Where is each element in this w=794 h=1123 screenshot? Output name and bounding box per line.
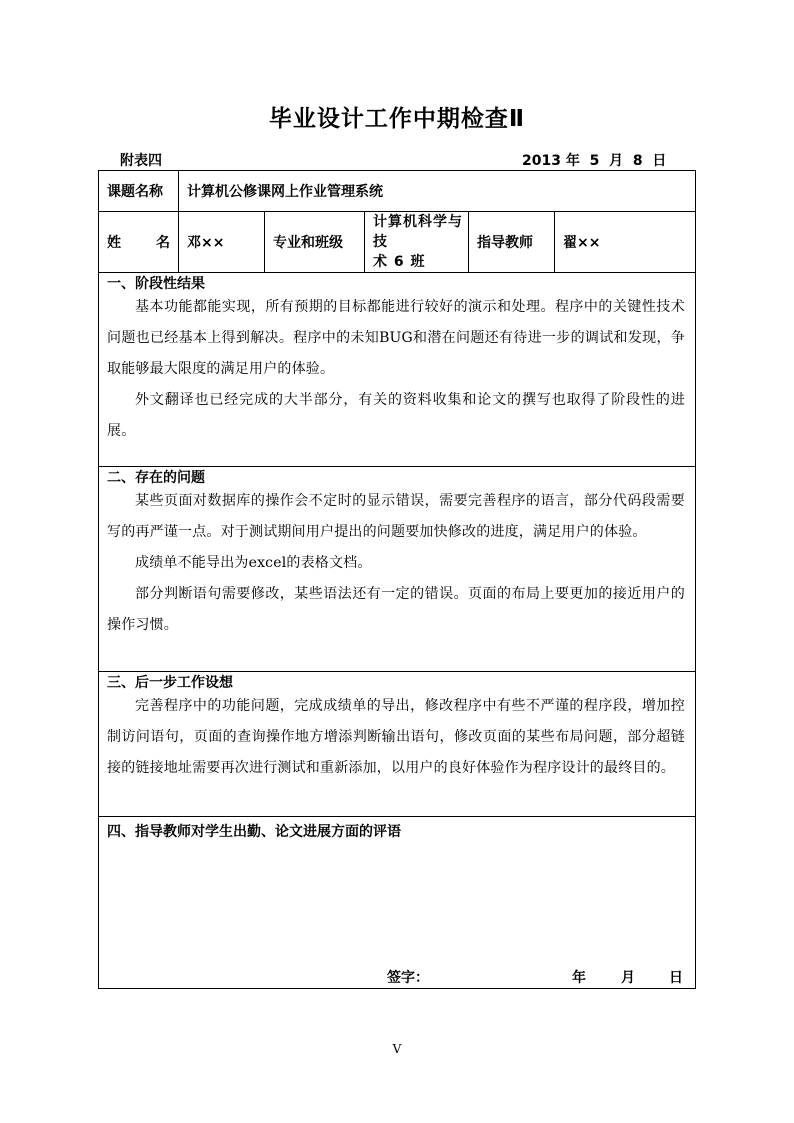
section-paragraph: 部分判断语句需要修改，某些语法还有一定的错误。页面的布局上要更加的接近用户的操作习惯。 (107, 586, 685, 633)
advisor-label: 指导教师 (469, 212, 555, 273)
name-label-char-1: 姓 (107, 235, 121, 251)
section-title: 三、后一步工作设想 (107, 675, 233, 691)
section-row-4 (99, 817, 696, 989)
name-label (99, 212, 179, 273)
signature-label: 签字： (387, 970, 429, 986)
page-number: V (392, 1042, 402, 1056)
student-row (99, 212, 696, 273)
section-existing-problems (99, 467, 696, 672)
name-label-char-2: 名 (156, 235, 170, 251)
section-paragraph: 外文翻译也已经完成的大半部分，有关的资料收集和论文的撰写也取得了阶段性的进展。 (107, 392, 685, 439)
signature-day: 日 (669, 970, 683, 986)
section-paragraph: 成绩单不能导出为excel的表格文档。 (135, 555, 372, 571)
form-date: 2013 年 5 月 8 日 (522, 153, 667, 169)
signature-year: 年 (572, 970, 586, 986)
major-value-line1: 计算机科学与技 (373, 214, 463, 250)
appendix-label: 附表四 (120, 153, 162, 169)
advisor-name: 翟×× (555, 212, 696, 273)
topic-value: 计算机公修课网上作业管理系统 (179, 171, 696, 212)
section-paragraph: 基本功能都能实现，所有预期的目标都能进行较好的演示和处理。程序中的关键性技术问题也已经基本上得到解决。程序中的未知BUG和潜在问题还有待进一步的调试和发现，争取能够最大限度的满足用户的体验。 (107, 299, 685, 377)
section-paragraph: 某些页面对数据库的操作会不定时的显示错误，需要完善程序的语言，部分代码段需要写的再严谨一点。对于测试期间用户提出的问题要加快修改的进度，满足用户的体验。 (107, 493, 685, 540)
section-title: 一、阶段性结果 (107, 276, 205, 292)
student-name: 邓×× (179, 212, 265, 273)
major-label: 专业和班级 (265, 212, 365, 273)
topic-row (99, 171, 696, 212)
section-paragraph: 完善程序中的功能问题，完成成绩单的导出，修改程序中有些不严谨的程序段，增加控制访问语句，页面的查询操作地方增添判断输出语句，修改页面的某些布局问题，部分超链接的链接地址需要再次进行测试和重新添加，以用户的良好体验作为程序设计的最终目的。 (107, 698, 685, 776)
section-next-steps (99, 672, 696, 817)
section-title: 二、存在的问题 (107, 470, 205, 486)
section-row-2 (99, 467, 696, 672)
midterm-check-form (98, 170, 696, 989)
document-title: 毕业设计工作中期检查Ⅱ (268, 106, 526, 132)
topic-label: 课题名称 (99, 171, 179, 212)
section-title: 四、指导教师对学生出勤、论文进展方面的评语 (107, 824, 401, 840)
section-advisor-comments (99, 817, 696, 989)
section-row-1 (99, 273, 696, 467)
section-stage-results (99, 273, 696, 467)
signature-month: 月 (621, 970, 635, 986)
major-value (365, 212, 469, 273)
section-row-3 (99, 672, 696, 817)
major-value-line2: 术 6 班 (373, 254, 426, 270)
